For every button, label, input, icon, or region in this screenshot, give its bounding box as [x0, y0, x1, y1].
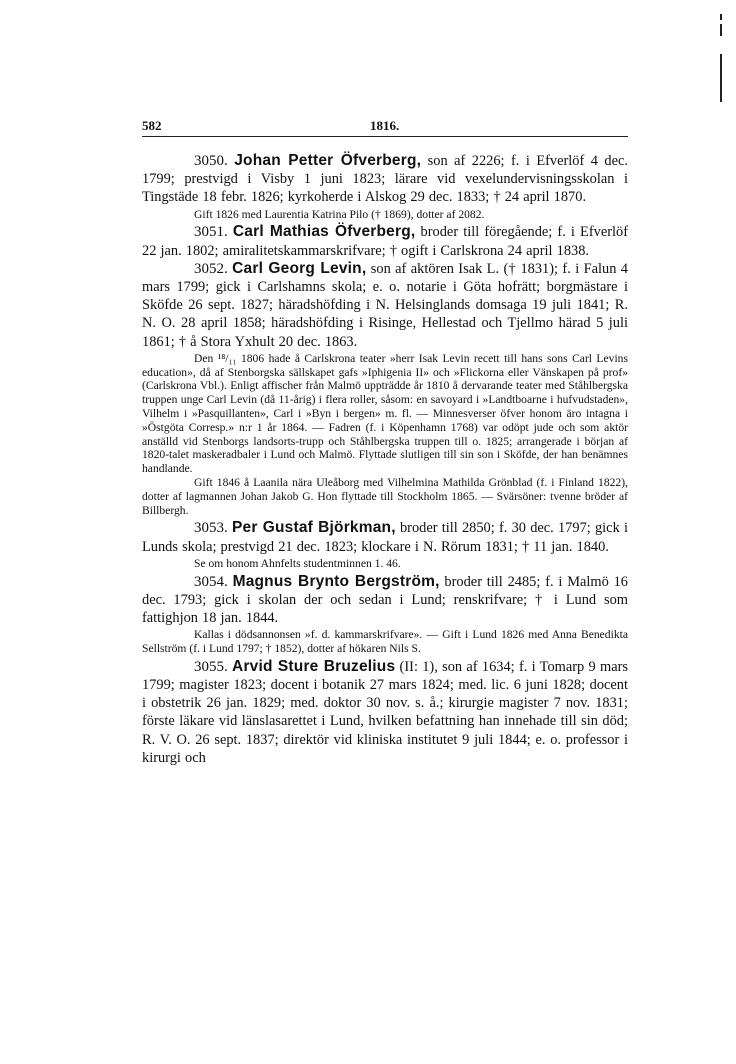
entry-3050	[142, 152, 628, 207]
entry-name: Per Gustaf Björkman,	[231, 519, 396, 537]
entry-name: Carl Mathias Öfverberg,	[232, 223, 416, 241]
entry-name: Magnus Brynto Bergström,	[232, 572, 440, 590]
entry-note: Se om honom Ahnfelts studentminnen 1. 46.	[194, 556, 401, 570]
header-rule	[142, 136, 628, 137]
entry-name: Arvid Sture Bruzelius	[232, 657, 396, 675]
entry-text: (II: 1), son af 1634; f. i Tomarp 9 mars 1799; magister 1823; docent i botanik 27 mars 1824; med. lic. 6 juni 1828; docent i obstetrik 26 jan. 1829; med. doktor 30 nov. s. å.; kirurgie magister 7 nov. 1831; förste läkare vid länslasarettet i Lund, hvilken befattning han innehade till sin död; R. V. O. 26 sept. 1837; direktör vid kliniska institutet 9 juli 1844; e. o. professor i kirurgi och	[142, 658, 628, 766]
entry-number: 3052.	[194, 260, 228, 277]
entry-number: 3050.	[194, 153, 228, 169]
entry-number: 3054.	[194, 573, 228, 590]
entry-3051	[142, 223, 628, 259]
running-header	[142, 118, 628, 136]
entry-3052	[142, 260, 628, 351]
scan-edge-marks	[720, 14, 724, 104]
entry-3055	[142, 658, 628, 767]
entry-note: Gift 1826 med Laurentia Katrina Pilo († 1869), dotter af 2082.	[194, 207, 485, 221]
text-column	[142, 152, 628, 767]
entry-note: Den ¹⁸/₁₁ 1806 hade å Carlskrona teater »herr Isak Levin recett till hans sons Carl Levins education», då af Stenborgska sällskapet gafs »Iphigenia II» och »Flickorna eller Vänskapen på prof» (Carlskrona Vbl.). Enligt affischer från Malmö uppträdde år 1810 å dervarande teater med Ståhlbergska truppen unge Carl Levin (då 11-årig) i flera roller, såsom: en savoyard i »Landtboarne i hufvudstaden», Vilhelm i »Pasquillanten», Carl i »Byn i bergen» m. fl. — Minnesverser öfver honom äro intagna i »Östgöta Corresp.» n:r 1 år 1864. — Fadren (f. i Köpenhamn 1768) var odöpt jude och som aktör anställd vid Stenborgs landsorts-trupp och Ståhlbergska truppen till o. 1825; arrangerade i början af 1820-talet maskeradbaler i Lund och Malmö. Flyttade slutligen till sin son i Sköfde, der han benämnes handlande.	[142, 351, 628, 476]
entry-number: 3055.	[194, 658, 228, 675]
running-year: 1816.	[370, 118, 400, 133]
entry-name: Johan Petter Öfverberg,	[234, 152, 422, 169]
entry-3053	[142, 519, 628, 555]
page-number: 582	[142, 118, 162, 133]
entry-note: Gift 1846 å Laanila nära Uleåborg med Vilhelmina Mathilda Grönblad (f. i Finland 1822), dotter af lagmannen Johan Jakob G. Hon flyttade till Stockholm 1865. — Svärsöner: tvenne bröder af Billbergh.	[142, 476, 628, 517]
entry-text: broder till föregående; f. i Efverlöf 22 jan. 1802; amiralitetskammarskrifvare; † ogift i Carlskrona 24 april 1838.	[142, 224, 628, 259]
entry-note: Kallas i dödsannonsen »f. d. kammarskrifvare». — Gift i Lund 1826 med Anna Benedikta Sellström (f. i Lund 1797; † 1852), dotter af hökaren Nils S.	[142, 628, 628, 655]
entry-3054	[142, 573, 628, 628]
entry-number: 3053.	[194, 520, 228, 537]
entry-text: son af 2226; f. i Efverlöf 4 dec. 1799; prestvigd i Visby 1 juni 1823; lärare vid vexelundervisningsskolan i Tingstäde 18 febr. 1826; kyrkoherde i Alskog 29 dec. 1833; † 24 april 1870.	[142, 153, 628, 206]
entry-text: broder till 2485; f. i Malmö 16 dec. 1793; gick i skolan der och sedan i Lund; renskrifvare; † i Lund som fattighjon 18 jan. 1844.	[142, 573, 628, 626]
entry-number: 3051.	[194, 224, 228, 241]
entry-text: son af aktören Isak L. († 1831); f. i Falun 4 mars 1799; gick i Carlshamns skola; e. o. notarie i Göta hofrätt; borgmästare i Sköfde 26 sept. 1827; häradshöfding i N. Helsinglands domsaga 19 juli 1841; R. N. O. 28 april 1858; häradshöfding i Risinge, Hellestad och Tjellmo härad 5 juli 1861; † å Stora Yxhult 20 dec. 1863.	[142, 260, 628, 350]
entry-name: Carl Georg Levin,	[232, 259, 367, 277]
entry-text: broder till 2850; f. 30 dec. 1797; gick i Lunds skola; prestvigd 21 dec. 1823; klockare i N. Rörum 1831; † 11 jan. 1840.	[142, 520, 628, 555]
